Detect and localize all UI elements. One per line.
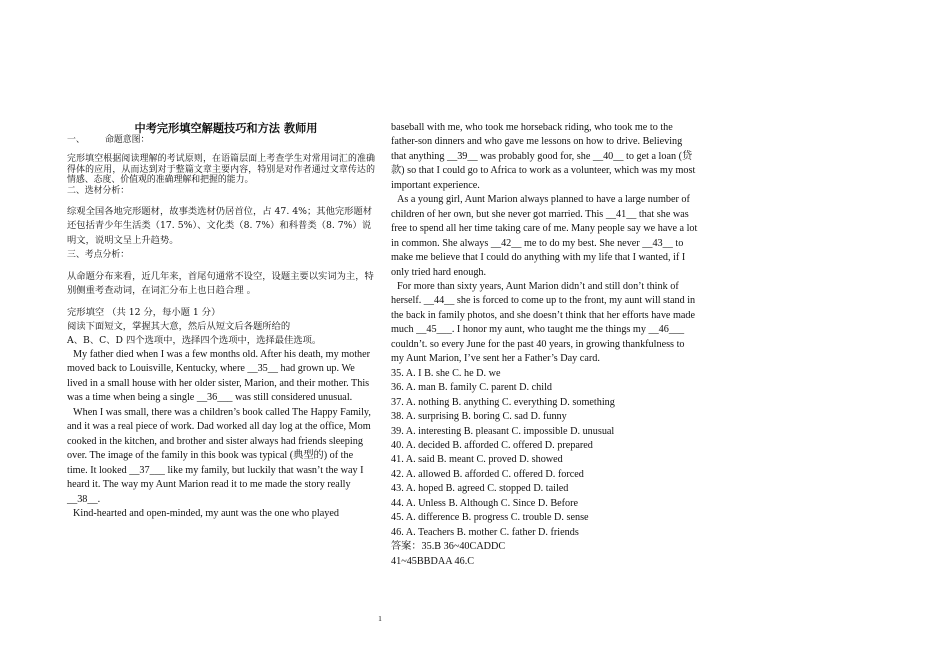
option-line: 40. A. decided B. afforded C. offered D. prepared: [391, 439, 593, 451]
section1-heading: [67, 135, 375, 147]
answer-line: 41~45BBDAA 46.C: [391, 555, 475, 567]
option-line: 46. A. Teachers B. mother C. father D. friends: [391, 526, 579, 538]
section2-heading: 二、选材分析：: [67, 185, 130, 196]
passage-paragraph: My father died when I was a few months old. After his death, my mother moved back to Louisville, Kentucky, where __35__ had grown up. We lived in a small house with her older sister, Marion, and their mother. This was a time when being a single __36___ was still considered unusual.: [67, 349, 371, 404]
option-line: 35. A. I B. she C. he D. we: [391, 367, 501, 379]
exercise-instruction-1: 阅读下面短文，掌握其大意，然后从短文后各题所给的: [67, 321, 291, 332]
section3-body: 从命题分布来看，近几年来，首尾句通常不设空，设题主要以实词为主，特别侧重考查动词，在词汇分布上也日趋合理 。: [67, 270, 374, 297]
page-number: 1: [378, 614, 382, 623]
passage-paragraph: As a young girl, Aunt Marion always planned to have a large number of children of her own, but she never got married. This __41__ that she was free to spend all her time taking care of me. Many people say we have a lot in common. She always __42__ me to do my best. She never __43__ to make me believe that I could do anything with my life that I wanted, if I only tried hard enough.: [391, 194, 698, 278]
option-line: 43. A. hoped B. agreed C. stopped D. tailed: [391, 483, 569, 495]
passage-paragraph: baseball with me, who took me horseback riding, who took me to the father-son dinners and who gave me lessons on how to drive. Believing that anything __39__ was probably good for, she __40__ to get a loan (贷款) so that I could go to Africa to work as a volunteer, which was my most important experience.: [391, 122, 696, 191]
option-line: 41. A. said B. meant C. proved D. showed: [391, 454, 563, 466]
document-title: 中考完形填空解题技巧和方法 教师用: [134, 121, 318, 135]
passage-paragraph: Kind-hearted and open-minded, my aunt was the one who played: [73, 507, 339, 519]
answer-key: [391, 540, 699, 569]
right-column: [391, 121, 699, 569]
option-line: 36. A. man B. family C. parent D. child: [391, 382, 552, 394]
option-line: 42. A. allowed B. afforded C. offered D. forced: [391, 468, 584, 480]
section1-body: 完形填空根据阅读理解的考试原则，在语篇层面上考查学生对常用词汇的准确得体的应用，从而达到对于整篇文章主要内容，特别是对作者通过文章传达的情感、态度、价值观的准确理解和把握的能力。: [67, 154, 375, 186]
section1-heading-text: 命题意图：: [105, 135, 150, 145]
section2-body: 综观全国各地完形题材，故事类选材仍居首位，占 47. 4%；其他完形题材还包括青少年生活类（17. 5%）、文化类（8. 7%）和科普类（8. 7%）说明文，说明文呈上升趋势。: [67, 205, 373, 246]
option-line: 39. A. interesting B. pleasant C. impossible D. unusual: [391, 425, 615, 437]
exercise-instruction-2: A、B、C、D 四个选项中，选择四个选项中，选择最佳选项。: [67, 335, 322, 346]
section3-heading: 三、考点分析：: [67, 250, 130, 261]
option-line: 38. A. surprising B. boring C. sad D. funny: [391, 411, 567, 423]
option-line: 45. A. difference B. progress C. trouble D. sense: [391, 512, 589, 524]
passage-paragraph: For more than sixty years, Aunt Marion didn’t and still don’t think of herself. __44__ she is forced to come up to the front, my aunt will stand in the back in family photos, and she doesn’t think that her efforts have made much __45___. I honor my aunt, who taught me the things my __46___ couldn’t. so every June for the past 40 years, in growing thankfulness to my Aunt Marion, I’ve sent her a Father’s Day card.: [391, 280, 696, 365]
option-line: 37. A. nothing B. anything C. everything D. something: [391, 396, 615, 408]
passage-paragraph: When I was small, there was a children’s book called The Happy Family, and it was a real piece of work. Dad worked all day log at the office, Mom cooked in the kitchen, and brother and sister always had friends sleeping over. The image of the family in this book was typical (典型的) of the time. It looked __37___ like my family, but luckily that wasn’t the way I heard it. The way my Aunt Marion read it to me made the story really __38__.: [67, 406, 371, 505]
exercise-heading: 完形填空 （共 12 分，每小题 1 分）: [67, 307, 221, 318]
option-line: 44. A. Unless B. Although C. Since D. Before: [391, 497, 579, 509]
answer-line: 答案：35.B 36~40CADDC: [391, 541, 506, 553]
left-column: [67, 121, 375, 521]
section1-number: 一、: [67, 135, 85, 145]
options-list: [391, 367, 699, 540]
